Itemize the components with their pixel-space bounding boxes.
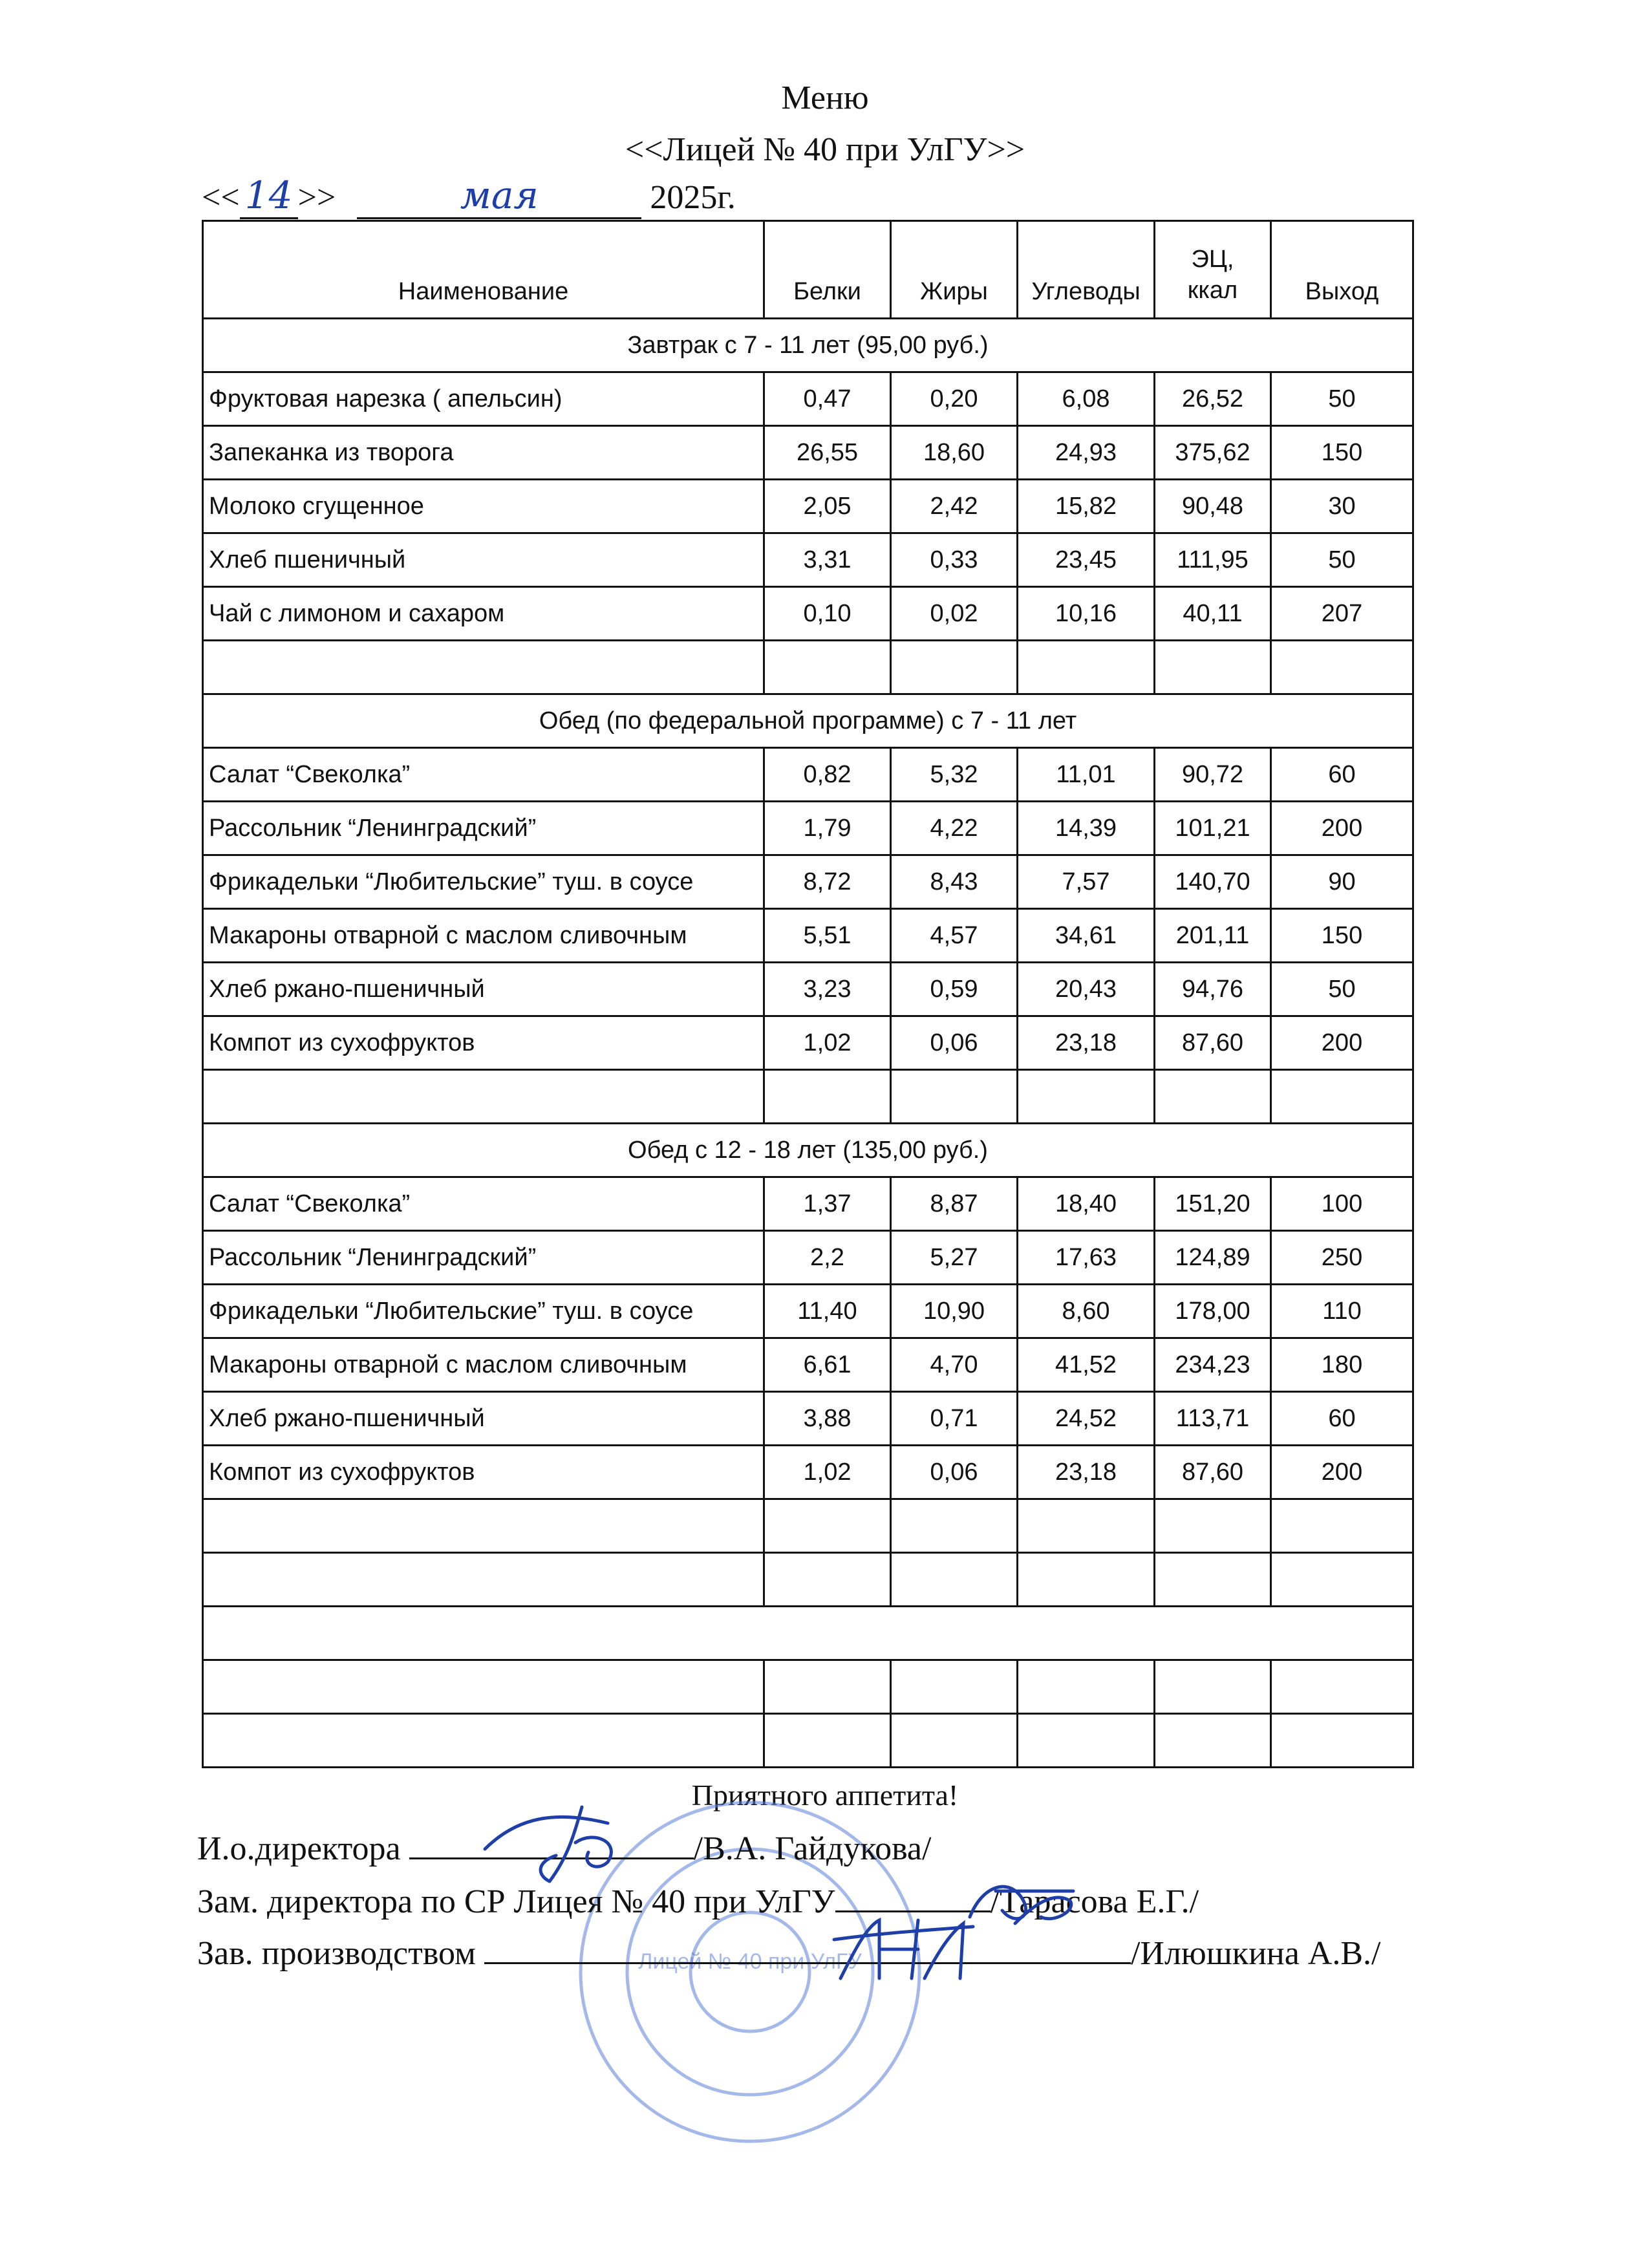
cell-fat: 0,33 bbox=[891, 533, 1018, 587]
cell-energy: 94,76 bbox=[1155, 963, 1271, 1016]
cell-name: Салат “Свеколка” bbox=[203, 748, 764, 802]
column-header-energy: ЭЦ, ккал bbox=[1155, 221, 1271, 319]
cell-protein bbox=[764, 1553, 891, 1607]
cell-carbs: 15,82 bbox=[1018, 480, 1155, 533]
cell-carbs: 11,01 bbox=[1018, 748, 1155, 802]
cell-protein: 0,10 bbox=[764, 587, 891, 641]
cell-energy: 178,00 bbox=[1155, 1285, 1271, 1338]
cell-yield: 100 bbox=[1271, 1177, 1413, 1231]
cell-yield: 50 bbox=[1271, 963, 1413, 1016]
cell-carbs bbox=[1018, 1070, 1155, 1124]
cell-energy: 26,52 bbox=[1155, 372, 1271, 426]
deputy-handwritten-signature bbox=[957, 1872, 1086, 1936]
production-label: Зав. производством bbox=[197, 1935, 476, 1972]
cell-protein: 2,2 bbox=[764, 1231, 891, 1285]
cell-fat: 8,87 bbox=[891, 1177, 1018, 1231]
cell-fat: 4,22 bbox=[891, 802, 1018, 855]
cell-protein bbox=[764, 641, 891, 694]
production-name: /Илюшкина А.В./ bbox=[1130, 1935, 1381, 1972]
cell-energy bbox=[1155, 1660, 1271, 1714]
director-label: И.о.директора bbox=[197, 1830, 401, 1867]
cell-energy: 40,11 bbox=[1155, 587, 1271, 641]
production-signature-line bbox=[484, 1962, 1131, 1964]
cell-yield: 150 bbox=[1271, 426, 1413, 480]
cell-fat: 0,71 bbox=[891, 1392, 1018, 1446]
section-row bbox=[203, 1124, 1413, 1177]
cell-yield: 250 bbox=[1271, 1231, 1413, 1285]
cell-name: Макароны отварной с маслом сливочным bbox=[203, 909, 764, 963]
table-row bbox=[203, 641, 1413, 694]
cell-protein: 6,61 bbox=[764, 1338, 891, 1392]
table-row bbox=[203, 1285, 1413, 1338]
cell-protein: 26,55 bbox=[764, 426, 891, 480]
table-row bbox=[203, 1070, 1413, 1124]
cell-yield: 30 bbox=[1271, 480, 1413, 533]
cell-carbs: 24,93 bbox=[1018, 426, 1155, 480]
cell-name: Макароны отварной с маслом сливочным bbox=[203, 1338, 764, 1392]
table-header-row bbox=[203, 221, 1413, 319]
cell-yield: 180 bbox=[1271, 1338, 1413, 1392]
table-row bbox=[203, 1446, 1413, 1499]
deputy-name: /Тарасова Е.Г./ bbox=[990, 1883, 1199, 1920]
column-header-carbs: Углеводы bbox=[1018, 221, 1155, 319]
cell-energy: 113,71 bbox=[1155, 1392, 1271, 1446]
cell-carbs bbox=[1018, 1714, 1155, 1768]
cell-protein: 3,31 bbox=[764, 533, 891, 587]
cell-fat bbox=[891, 1553, 1018, 1607]
cell-name: Рассольник “Ленинградский” bbox=[203, 802, 764, 855]
cell-protein: 1,37 bbox=[764, 1177, 891, 1231]
date-day: 14 bbox=[244, 173, 293, 217]
date-line bbox=[202, 173, 736, 219]
section-title bbox=[203, 1607, 1413, 1660]
table-row bbox=[203, 480, 1413, 533]
cell-name bbox=[203, 641, 764, 694]
section-title: Завтрак с 7 - 11 лет (95,00 руб.) bbox=[203, 319, 1413, 372]
cell-protein: 3,88 bbox=[764, 1392, 891, 1446]
cell-yield bbox=[1271, 1660, 1413, 1714]
page-title: Меню bbox=[781, 80, 869, 116]
cell-energy bbox=[1155, 1499, 1271, 1553]
column-header-yield: Выход bbox=[1271, 221, 1413, 319]
cell-carbs: 41,52 bbox=[1018, 1338, 1155, 1392]
menu-table-body bbox=[203, 319, 1413, 1768]
date-day-field bbox=[240, 173, 298, 219]
cell-carbs bbox=[1018, 641, 1155, 694]
cell-carbs: 23,45 bbox=[1018, 533, 1155, 587]
cell-energy: 90,48 bbox=[1155, 480, 1271, 533]
cell-carbs bbox=[1018, 1499, 1155, 1553]
date-open-quote: << bbox=[202, 179, 240, 216]
cell-protein: 1,79 bbox=[764, 802, 891, 855]
cell-carbs: 7,57 bbox=[1018, 855, 1155, 909]
cell-name: Компот из сухофруктов bbox=[203, 1446, 764, 1499]
cell-yield: 50 bbox=[1271, 533, 1413, 587]
cell-name: Хлеб ржано-пшеничный bbox=[203, 963, 764, 1016]
cell-carbs bbox=[1018, 1553, 1155, 1607]
cell-protein bbox=[764, 1499, 891, 1553]
cell-energy: 151,20 bbox=[1155, 1177, 1271, 1231]
table-row bbox=[203, 1714, 1413, 1768]
cell-energy: 87,60 bbox=[1155, 1016, 1271, 1070]
table-row bbox=[203, 1553, 1413, 1607]
cell-yield: 110 bbox=[1271, 1285, 1413, 1338]
cell-carbs: 14,39 bbox=[1018, 802, 1155, 855]
director-name: /В.А. Гайдукова/ bbox=[693, 1830, 932, 1867]
school-name: <<Лицей № 40 при УлГУ>> bbox=[625, 131, 1025, 168]
cell-protein: 2,05 bbox=[764, 480, 891, 533]
date-month: мая bbox=[460, 173, 539, 217]
cell-protein: 0,47 bbox=[764, 372, 891, 426]
cell-carbs: 24,52 bbox=[1018, 1392, 1155, 1446]
cell-name bbox=[203, 1660, 764, 1714]
cell-fat: 4,57 bbox=[891, 909, 1018, 963]
cell-protein: 8,72 bbox=[764, 855, 891, 909]
cell-name: Молоко сгущенное bbox=[203, 480, 764, 533]
cell-yield: 200 bbox=[1271, 1446, 1413, 1499]
table-row bbox=[203, 1338, 1413, 1392]
cell-yield bbox=[1271, 1499, 1413, 1553]
cell-protein bbox=[764, 1070, 891, 1124]
table-row bbox=[203, 372, 1413, 426]
cell-energy: 234,23 bbox=[1155, 1338, 1271, 1392]
section-title: Обед (по федеральной программе) с 7 - 11 лет bbox=[203, 694, 1413, 748]
table-row bbox=[203, 855, 1413, 909]
cell-fat: 18,60 bbox=[891, 426, 1018, 480]
cell-carbs: 6,08 bbox=[1018, 372, 1155, 426]
date-month-field bbox=[357, 173, 641, 219]
cell-name: Компот из сухофруктов bbox=[203, 1016, 764, 1070]
cell-energy: 87,60 bbox=[1155, 1446, 1271, 1499]
cell-carbs: 34,61 bbox=[1018, 909, 1155, 963]
section-row bbox=[203, 319, 1413, 372]
cell-name: Чай с лимоном и сахаром bbox=[203, 587, 764, 641]
table-row bbox=[203, 748, 1413, 802]
cell-carbs: 10,16 bbox=[1018, 587, 1155, 641]
table-row bbox=[203, 426, 1413, 480]
cell-fat bbox=[891, 1070, 1018, 1124]
stamp-text: Лицей № 40 при УлГУ bbox=[638, 1949, 862, 1974]
cell-fat: 0,59 bbox=[891, 963, 1018, 1016]
cell-energy: 111,95 bbox=[1155, 533, 1271, 587]
cell-fat: 10,90 bbox=[891, 1285, 1018, 1338]
cell-yield: 50 bbox=[1271, 372, 1413, 426]
cell-fat bbox=[891, 641, 1018, 694]
deputy-label: Зам. директора по СР Лицея № 40 при УлГУ bbox=[197, 1883, 835, 1920]
cell-name: Рассольник “Ленинградский” bbox=[203, 1231, 764, 1285]
cell-protein: 5,51 bbox=[764, 909, 891, 963]
cell-fat: 2,42 bbox=[891, 480, 1018, 533]
cell-name: Фрикадельки “Любительские” туш. в соусе bbox=[203, 1285, 764, 1338]
cell-fat: 5,32 bbox=[891, 748, 1018, 802]
cell-protein: 11,40 bbox=[764, 1285, 891, 1338]
cell-protein bbox=[764, 1660, 891, 1714]
date-close-quote: >> bbox=[297, 179, 336, 216]
table-row bbox=[203, 1499, 1413, 1553]
cell-carbs bbox=[1018, 1660, 1155, 1714]
cell-carbs: 23,18 bbox=[1018, 1446, 1155, 1499]
cell-fat: 4,70 bbox=[891, 1338, 1018, 1392]
cell-energy: 375,62 bbox=[1155, 426, 1271, 480]
cell-fat: 0,06 bbox=[891, 1016, 1018, 1070]
cell-protein: 1,02 bbox=[764, 1016, 891, 1070]
cell-fat: 5,27 bbox=[891, 1231, 1018, 1285]
table-row bbox=[203, 802, 1413, 855]
cell-carbs: 20,43 bbox=[1018, 963, 1155, 1016]
production-handwritten-signature bbox=[828, 1914, 976, 1985]
menu-table bbox=[202, 220, 1414, 1768]
cell-energy: 140,70 bbox=[1155, 855, 1271, 909]
cell-carbs: 17,63 bbox=[1018, 1231, 1155, 1285]
cell-energy bbox=[1155, 1553, 1271, 1607]
table-row bbox=[203, 533, 1413, 587]
cell-yield: 90 bbox=[1271, 855, 1413, 909]
table-row bbox=[203, 1231, 1413, 1285]
cell-energy bbox=[1155, 641, 1271, 694]
cell-protein: 1,02 bbox=[764, 1446, 891, 1499]
section-row bbox=[203, 694, 1413, 748]
section-title: Обед с 12 - 18 лет (135,00 руб.) bbox=[203, 1124, 1413, 1177]
cell-carbs: 23,18 bbox=[1018, 1016, 1155, 1070]
table-row bbox=[203, 1660, 1413, 1714]
cell-yield: 200 bbox=[1271, 802, 1413, 855]
cell-yield: 60 bbox=[1271, 1392, 1413, 1446]
cell-energy: 124,89 bbox=[1155, 1231, 1271, 1285]
cell-yield bbox=[1271, 641, 1413, 694]
cell-fat: 0,02 bbox=[891, 587, 1018, 641]
table-row bbox=[203, 909, 1413, 963]
cell-energy: 90,72 bbox=[1155, 748, 1271, 802]
column-header-fat: Жиры bbox=[891, 221, 1018, 319]
director-handwritten-signature bbox=[478, 1804, 647, 1888]
cell-fat bbox=[891, 1660, 1018, 1714]
date-year: 2025г. bbox=[650, 179, 736, 216]
cell-energy: 201,11 bbox=[1155, 909, 1271, 963]
cell-yield bbox=[1271, 1553, 1413, 1607]
cell-name: Фрикадельки “Любительские” туш. в соусе bbox=[203, 855, 764, 909]
appetite-wish: Приятного аппетита! bbox=[691, 1779, 959, 1812]
cell-protein bbox=[764, 1714, 891, 1768]
cell-yield: 60 bbox=[1271, 748, 1413, 802]
table-row bbox=[203, 1016, 1413, 1070]
table-row bbox=[203, 1177, 1413, 1231]
table-row bbox=[203, 587, 1413, 641]
column-header-name: Наименование bbox=[203, 221, 764, 319]
cell-name: Салат “Свеколка” bbox=[203, 1177, 764, 1231]
cell-yield bbox=[1271, 1070, 1413, 1124]
cell-name: Запеканка из творога bbox=[203, 426, 764, 480]
cell-carbs: 18,40 bbox=[1018, 1177, 1155, 1231]
table-row bbox=[203, 1392, 1413, 1446]
cell-yield: 207 bbox=[1271, 587, 1413, 641]
cell-fat bbox=[891, 1499, 1018, 1553]
cell-name bbox=[203, 1070, 764, 1124]
cell-protein: 0,82 bbox=[764, 748, 891, 802]
cell-carbs: 8,60 bbox=[1018, 1285, 1155, 1338]
cell-name bbox=[203, 1499, 764, 1553]
cell-yield bbox=[1271, 1714, 1413, 1768]
cell-fat: 8,43 bbox=[891, 855, 1018, 909]
column-header-protein: Белки bbox=[764, 221, 891, 319]
cell-yield: 200 bbox=[1271, 1016, 1413, 1070]
cell-fat: 0,20 bbox=[891, 372, 1018, 426]
cell-yield: 150 bbox=[1271, 909, 1413, 963]
section-row bbox=[203, 1607, 1413, 1660]
cell-name: Хлеб ржано-пшеничный bbox=[203, 1392, 764, 1446]
cell-protein: 3,23 bbox=[764, 963, 891, 1016]
cell-fat bbox=[891, 1714, 1018, 1768]
cell-name bbox=[203, 1553, 764, 1607]
cell-name: Хлеб пшеничный bbox=[203, 533, 764, 587]
table-row bbox=[203, 963, 1413, 1016]
cell-name: Фруктовая нарезка ( апельсин) bbox=[203, 372, 764, 426]
cell-fat: 0,06 bbox=[891, 1446, 1018, 1499]
signature-production bbox=[197, 1934, 1381, 1973]
cell-energy: 101,21 bbox=[1155, 802, 1271, 855]
cell-name bbox=[203, 1714, 764, 1768]
cell-energy bbox=[1155, 1714, 1271, 1768]
cell-energy bbox=[1155, 1070, 1271, 1124]
